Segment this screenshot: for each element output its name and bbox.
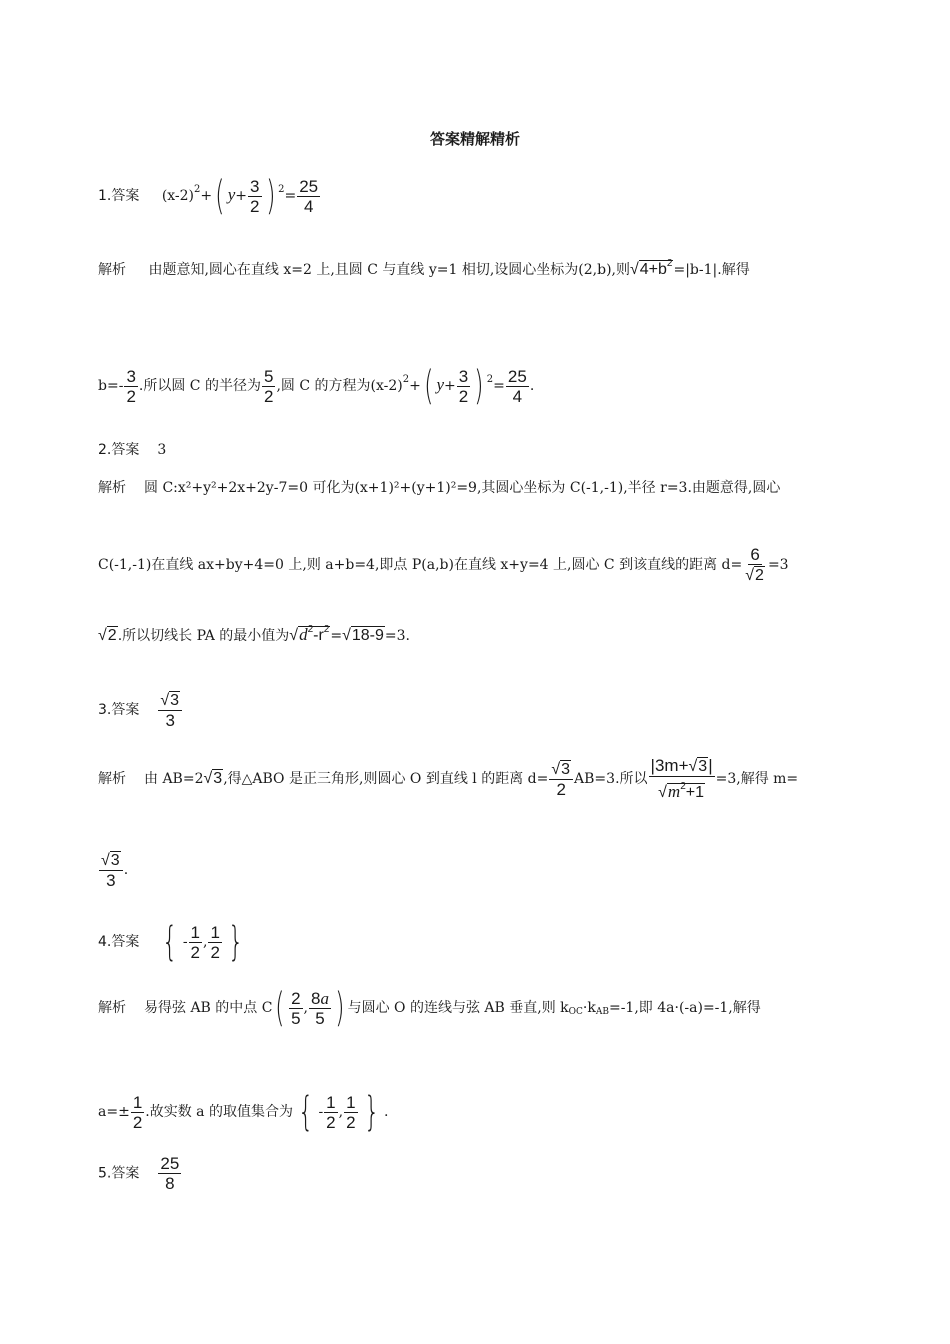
analysis-4-line-1: 解析 易得弦 AB 的中点 C( $\frac{2}{5}$ , $\frac{8a}{5}$ ) 与圆心 O 的连线与弦 AB 垂直,则 $k_{OC}\cdot k_{AB}=-1$,即 4a·(-a)=-1,解得	[98, 985, 761, 1031]
answer-3: 3.答案 $\frac{√3}{3}$	[98, 690, 860, 730]
analysis-4-line-2: a=± $\frac{1}{2}$ .故实数 a 的取值集合为 { - $\frac{1}{2}$ , $\frac{1}{2}$ } .	[98, 1089, 389, 1135]
fraction: $\frac{25}{4}$	[299, 176, 319, 216]
analysis-1-line-1: 解析 由题意知,圆心在直线 x=2 上,且圆 C 与直线 y=1 相切,设圆心坐标为(2,b),则$√4+b^2=|b-1|$.解得	[98, 258, 750, 278]
answer-1: 1.答案 $(x-2)^2+$( y+ $\frac{3}{2}$ ) $^2$= $\frac{25}{4}$	[98, 173, 319, 219]
answer-5: 5.答案 $\frac{25}{8}$	[98, 1154, 180, 1193]
analysis-label: 解析	[98, 262, 126, 278]
radical: $√4+b^2$	[630, 258, 673, 278]
analysis-3-line-2: $\frac{√3}{3}$ .	[101, 852, 129, 890]
answer-label: 1.答案	[98, 188, 140, 204]
analysis-2-line-3: √2.所以切线长 PA 的最小值为$√d^2-r^2=√18-9=3$.	[98, 624, 410, 644]
analysis-1-line-2: b=- $\frac{3}{2}$ .所以圆 C 的半径为 $\frac{5}{2}$ ,圆 C 的方程为$(x-2)^2+$( y+ $\frac{3}{2}$ ) $^2$= $\frac{25}{4}$ .	[98, 363, 535, 409]
page-title: 答案精解精析	[429, 130, 520, 148]
analysis-2-line-1: 解析 圆 C:x²+y²+2x+2y-7=0 可化为(x+1)²+(y+1)²=9,其圆心坐标为 C(-1,-1),半径 r=3.由题意得,圆心	[98, 480, 781, 496]
answer-expr: (x-2)	[161, 188, 195, 204]
answer-2: 2.答案 3	[98, 442, 167, 458]
answer-value: 3	[157, 442, 167, 458]
analysis-2-line-2: C(-1,-1)在直线 ax+by+4=0 上,则 a+b=4,即点 P(a,b)在直线 x+y=4 上,圆心 C 到该直线的距离 d= $\frac{6}{√2}$ =3	[98, 545, 789, 584]
answer-4: 4.答案 { - $\frac{1}{2}$ , $\frac{1}{2}$ }	[98, 919, 244, 965]
fraction: $\frac{3}{2}$	[250, 176, 260, 216]
analysis-3-line-1: 解析 由 AB=2√3,得△ABO 是正三角形,则圆心 O 到直线 l 的距离 d= $\frac{√3}{2}$ AB=3.所以 $\frac{|3m+√3|}{√m^2+1}$ =3,解得 m=	[98, 756, 799, 801]
